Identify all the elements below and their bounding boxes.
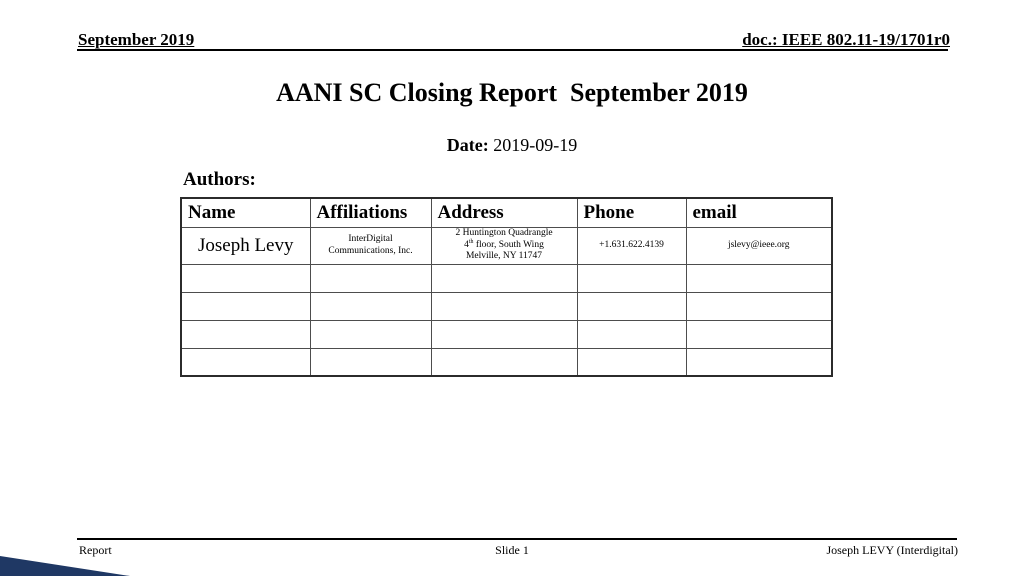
address-line-2-rest: floor, South Wing	[473, 239, 544, 250]
table-row-empty	[181, 348, 832, 376]
table-header-row	[181, 198, 832, 227]
author-name: Joseph Levy	[181, 227, 310, 264]
col-header-name: Name	[181, 198, 310, 227]
col-header-affiliations: Affiliations	[310, 198, 431, 227]
footer-divider-line	[77, 538, 957, 540]
address-line-2	[464, 240, 544, 250]
footer-slide-number: Slide 1	[495, 543, 529, 557]
header-date-label: September 2019	[78, 30, 195, 49]
table-row-empty	[181, 264, 832, 292]
col-header-address: Address	[431, 198, 577, 227]
corner-triangle-decoration	[0, 556, 130, 576]
author-address	[431, 227, 577, 264]
author-phone: +1.631.622.4139	[577, 227, 686, 264]
author-email: jslevy@ieee.org	[686, 227, 832, 264]
authors-table	[180, 197, 833, 377]
table-row-empty	[181, 320, 832, 348]
header-doc-number: doc.: IEEE 802.11-19/1701r0	[742, 30, 950, 49]
authors-heading: Authors:	[183, 169, 256, 190]
address-line-2-number: 4	[464, 239, 469, 250]
table-row-empty	[181, 292, 832, 320]
date-label: Date:	[446, 135, 489, 155]
footer-author-credit: Joseph LEVY (Interdigital)	[826, 543, 958, 557]
date-line	[0, 135, 1024, 156]
address-line-3: Melville, NY 11747	[465, 251, 543, 262]
table-row	[181, 227, 832, 264]
affiliation-line-1: InterDigital	[348, 234, 393, 245]
date-value-text: 2019-09-19	[493, 135, 578, 155]
col-header-phone: Phone	[577, 198, 686, 227]
author-affiliation	[310, 227, 431, 264]
col-header-email: email	[686, 198, 832, 227]
footer-report-label: Report	[79, 543, 112, 557]
address-line-2-ordinal: th	[468, 238, 474, 245]
slide-title: AANI SC Closing Report September 2019	[276, 78, 748, 107]
affiliation-line-2: Communications, Inc.	[328, 245, 413, 256]
header-divider-line	[77, 49, 948, 51]
address-line-1: 2 Huntington Quadrangle	[455, 228, 553, 239]
